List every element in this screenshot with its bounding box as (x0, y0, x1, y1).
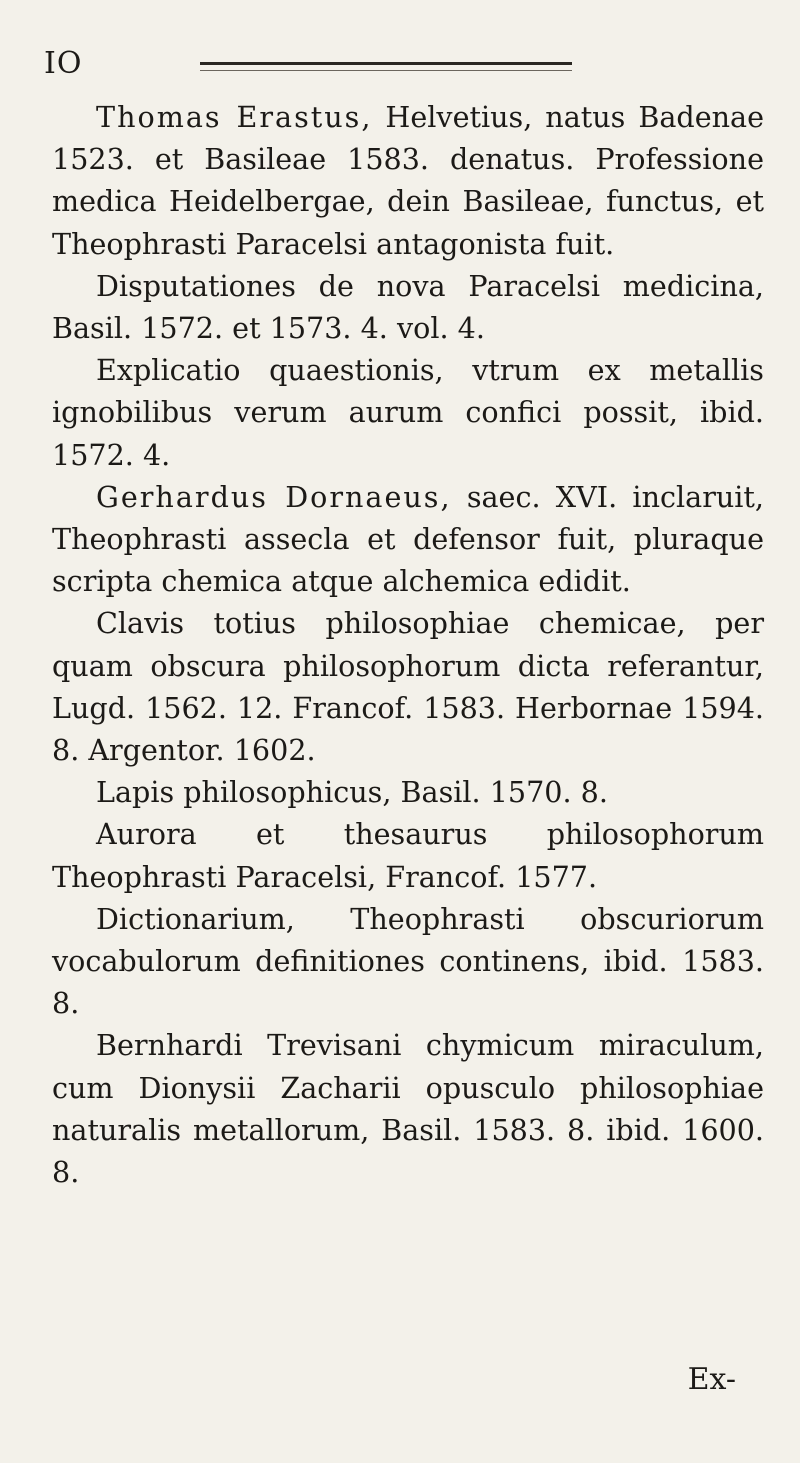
catchword: Ex- (687, 1362, 736, 1397)
entry-paragraph (52, 813, 764, 897)
header-rule (200, 62, 572, 65)
entry-text: Clavis totius philosophiae chemicae, per quam obscura philosophorum dicta referantur, Lugd. 1562. 12. Francof. 1583. Herbornae 1594. 8. Argentor. 1602. (52, 606, 764, 768)
entry-paragraph (52, 476, 764, 603)
page-number: IO (44, 46, 83, 81)
entry-text: Disputationes de nova Paracelsi medicina, Basil. 1572. et 1573. 4. vol. 4. (52, 268, 764, 346)
header-rule-thin (200, 70, 572, 71)
page-body (52, 96, 764, 1193)
entry-text: Explicatio quaestionis, vtrum ex metallis ignobilibus verum aurum confici possit, ibid. 1572. 4. (52, 353, 764, 472)
entry-paragraph (52, 265, 764, 349)
entry-paragraph (52, 898, 764, 1025)
entry-paragraph (52, 602, 764, 771)
author-name: Gerhardus Dornaeus, (96, 479, 452, 514)
entry-text: Bernhardi Trevisani chymicum miraculum, cum Dionysii Zacharii opusculo philosophiae naturalis metallorum, Basil. 1583. 8. ibid. 1600. 8. (52, 1028, 764, 1190)
entry-paragraph (52, 771, 764, 813)
entry-paragraph (52, 1024, 764, 1193)
entry-paragraph (52, 349, 764, 476)
entry-text: Lapis philosophicus, Basil. 1570. 8. (96, 775, 608, 810)
entry-text: Dictionarium, Theophrasti obscuriorum vocabulorum definitiones continens, ibid. 1583. 8. (52, 901, 764, 1021)
entry-text: saec. XVI. inclaruit, Theophrasti assecla et defensor fuit, pluraque scripta chemica atque alchemica edidit. (52, 479, 765, 599)
entry-paragraph (52, 96, 764, 265)
author-name: Thomas Erastus, (96, 100, 373, 134)
entry-text: Aurora et thesaurus philosophorum Theophrasti Paracelsi, Francof. 1577. (52, 817, 764, 894)
entry-text: Helvetius, natus Badenae 1523. et Basileae 1583. denatus. Professione medica Heidelbergae, dein Basileae, functus, et Theophrasti Paracelsi antagonista fuit. (52, 100, 764, 261)
